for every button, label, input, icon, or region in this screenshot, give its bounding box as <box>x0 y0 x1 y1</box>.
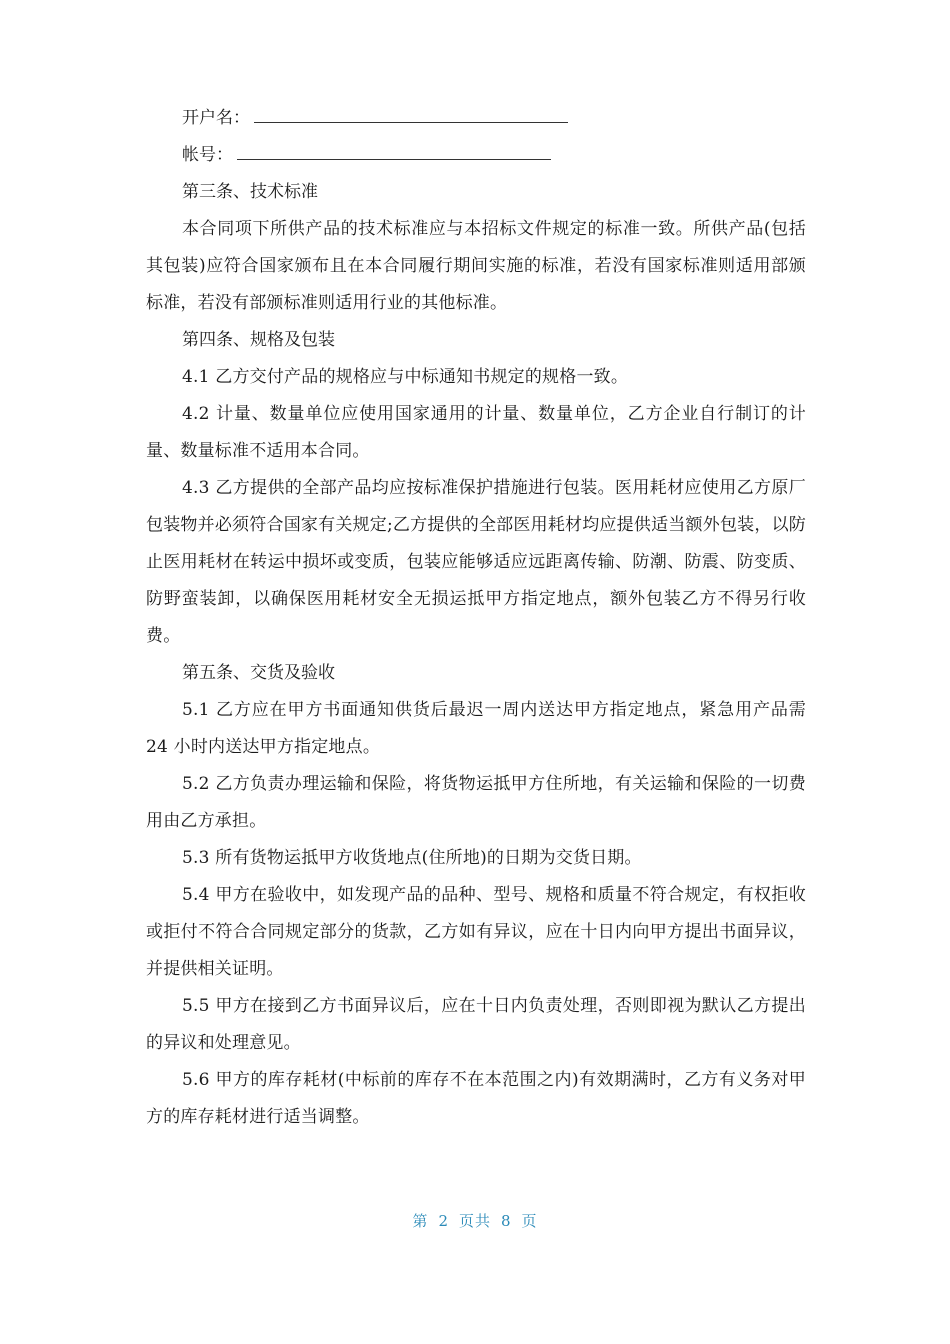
clause-5-6: 5.6 甲方的库存耗材(中标前的库存不在本范围之内)有效期满时，乙方有义务对甲方的库存耗材进行适当调整。 <box>146 1070 806 1127</box>
clause-5-3: 5.3 所有货物运抵甲方收货地点(住所地)的日期为交货日期。 <box>182 848 642 868</box>
clause-5-2: 5.2 乙方负责办理运输和保险，将货物运抵甲方住所地，有关运输和保险的一切费用由乙方承担。 <box>146 774 806 831</box>
section-3-paragraph: 本合同项下所供产品的技术标准应与本招标文件规定的标准一致。所供产品(包括其包装)应符合国家颁布且在本合同履行期间实施的标准，若没有国家标准则适用部颁标准，若没有部颁标准则适用行业的其他标准。 <box>146 219 806 313</box>
account-name-row <box>146 100 806 137</box>
total-page-number: 8 <box>501 1212 512 1230</box>
page-footer <box>0 1210 950 1231</box>
clause-4-3: 4.3 乙方提供的全部产品均应按标准保护措施进行包装。医用耗材应使用乙方原厂包装物并必须符合国家有关规定;乙方提供的全部医用耗材均应提供适当额外包装，以防止医用耗材在转运中损坏或变质，包装应能够适应远距离传输、防潮、防震、防变质、防野蛮装卸，以确保医用耗材安全无损运抵甲方指定地点，额外包装乙方不得另行收费。 <box>146 478 806 646</box>
section-5-title: 第五条、交货及验收 <box>182 663 335 683</box>
section-4-title: 第四条、规格及包装 <box>182 330 335 350</box>
clause-5-4: 5.4 甲方在验收中，如发现产品的品种、型号、规格和质量不符合规定，有权拒收或拒付不符合合同规定部分的货款，乙方如有异议，应在十日内向甲方提出书面异议，并提供相关证明。 <box>146 885 806 979</box>
account-name-blank <box>254 100 568 123</box>
current-page-number: 2 <box>438 1212 449 1230</box>
section-3-title: 第三条、技术标准 <box>182 182 318 202</box>
account-number-blank <box>237 137 551 160</box>
page-label-suffix: 页 <box>521 1212 538 1230</box>
account-name-label: 开户名： <box>182 108 250 128</box>
account-number-label: 帐号： <box>182 145 233 165</box>
page-label-prefix: 第 <box>412 1212 429 1230</box>
page-label-mid: 页共 <box>458 1212 491 1230</box>
clause-5-5: 5.5 甲方在接到乙方书面异议后，应在十日内负责处理，否则即视为默认乙方提出的异议和处理意见。 <box>146 996 806 1053</box>
clause-5-1: 5.1 乙方应在甲方书面通知供货后最迟一周内送达甲方指定地点，紧急用产品需 24 小时内送达甲方指定地点。 <box>146 700 806 757</box>
clause-4-2: 4.2 计量、数量单位应使用国家通用的计量、数量单位，乙方企业自行制订的计量、数量标准不适用本合同。 <box>146 404 806 461</box>
document-body <box>146 100 806 1136</box>
account-number-row <box>146 137 806 174</box>
clause-4-1: 4.1 乙方交付产品的规格应与中标通知书规定的规格一致。 <box>182 367 629 387</box>
